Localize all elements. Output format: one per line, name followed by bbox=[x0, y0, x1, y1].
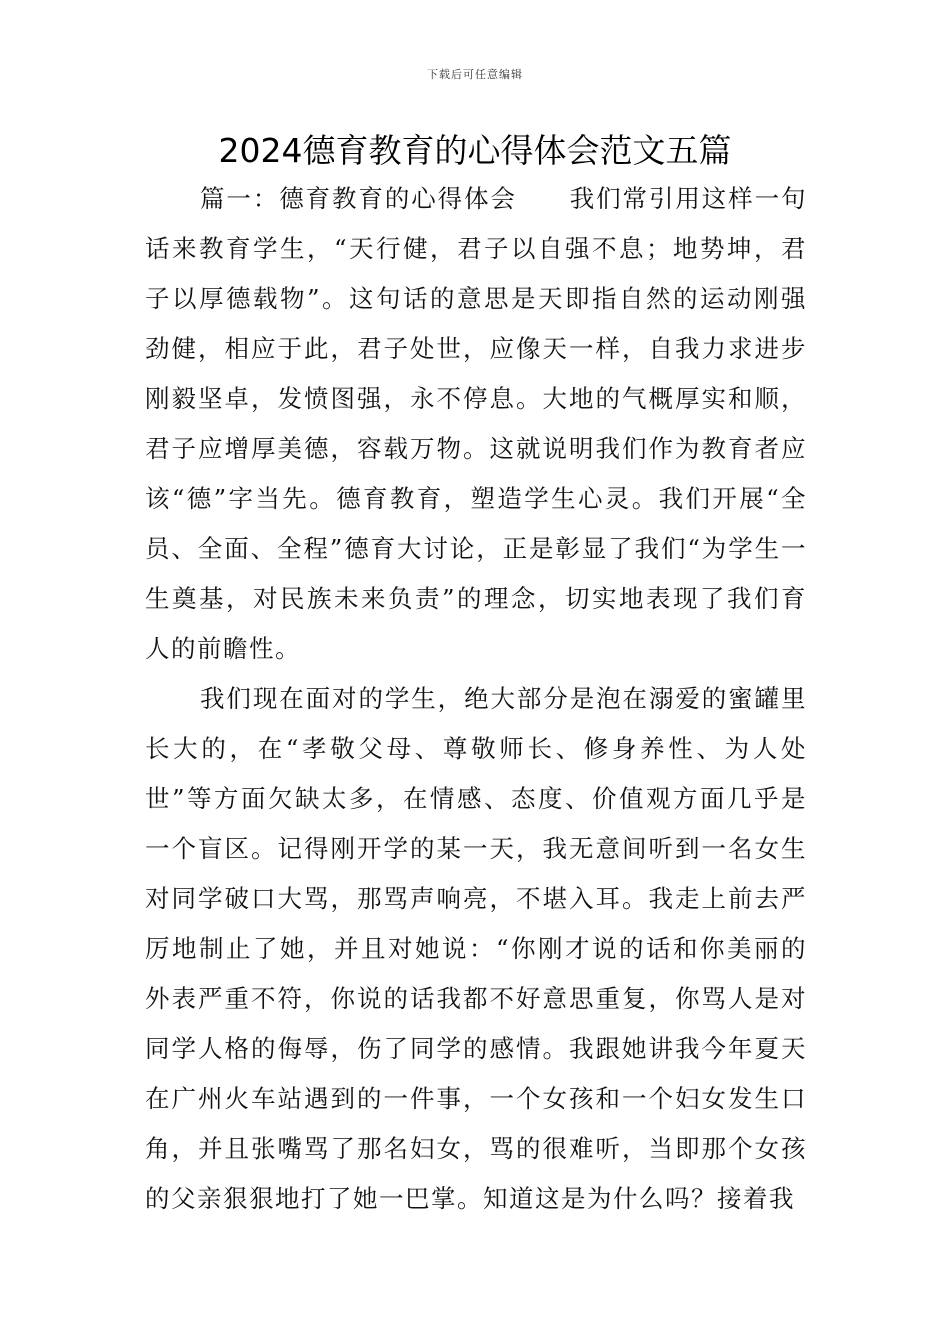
paragraph-1: 篇一：德育教育的心得体会 我们常引用这样一句话来教育学生，“天行健，君子以自强不息；地势坤，君子以厚德载物”。这句话的意思是天即指自然的运动刚强劲健，相应于此，君子处世，应像天一样，自我力求进步刚毅坚卓，发愤图强，永不停息。大地的气概厚实和顺，君子应增厚美德，容载万物。这就说明我们作为教育者应该“德”字当先。德育教育，塑造学生心灵。我们开展“全员、全面、全程”德育大讨论，正是彰显了我们“为学生一生奠基，对民族未来负责”的理念，切实地表现了我们育人的前瞻性。 bbox=[145, 184, 807, 663]
document-body bbox=[145, 174, 807, 1224]
header-note: 下载后可任意编辑 bbox=[427, 68, 523, 81]
document-title: 2024德育教育的心得体会范文五篇 bbox=[218, 131, 732, 170]
paragraph-2: 我们现在面对的学生，绝大部分是泡在溺爱的蜜罐里长大的，在“孝敬父母、尊敬师长、修身养性、为人处世”等方面欠缺太多，在情感、态度、价值观方面几乎是一个盲区。记得刚开学的某一天，我无意间听到一名女生对同学破口大骂，那骂声响亮，不堪入耳。我走上前去严厉地制止了她，并且对她说：“你刚才说的话和你美丽的外表严重不符，你说的话我都不好意思重复，你骂人是对同学人格的侮辱，伤了同学的感情。我跟她讲我今年夏天在广州火车站遇到的一件事，一个女孩和一个妇女发生口角，并且张嘴骂了那名妇女，骂的很难听，当即那个女孩的父亲狠狠地打了她一巴掌。知道这是为什么吗？接着我 bbox=[145, 684, 807, 1213]
